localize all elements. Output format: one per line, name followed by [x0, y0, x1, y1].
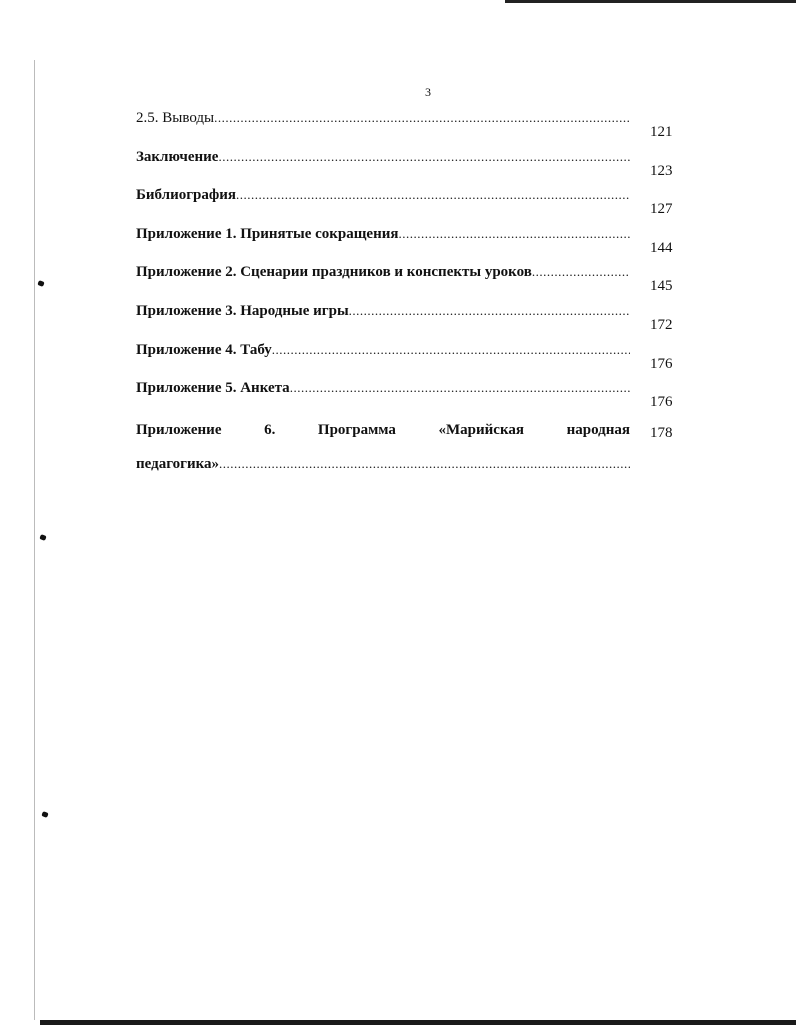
leader-dots	[236, 185, 630, 205]
toc-entry	[136, 224, 696, 263]
toc-entry-title: Библиография	[136, 187, 237, 204]
toc-entry	[136, 301, 696, 340]
toc-entry	[136, 262, 696, 301]
toc-entry-page: 176	[650, 355, 673, 372]
toc-entry	[136, 340, 696, 379]
toc-entry-title-line	[136, 417, 630, 440]
leader-dots	[349, 301, 630, 321]
toc-entry	[136, 147, 696, 186]
leader-dots	[290, 378, 630, 398]
toc-word: народная	[566, 421, 630, 438]
leader-dots	[272, 340, 630, 360]
scan-speck	[37, 280, 44, 287]
toc-entry-title: Приложение 2. Сценарии праздников и конспекты уроков	[136, 264, 532, 281]
leader-dots	[399, 224, 631, 244]
toc-entry-title: Приложение 3. Народные игры	[136, 302, 349, 319]
toc-entry-page: 176	[650, 394, 673, 411]
toc-entry-title: 2.5. Выводы	[136, 110, 215, 126]
toc-entry-page: 123	[650, 162, 673, 179]
toc-entry-title: Приложение 5. Анкета	[136, 380, 290, 397]
toc-entry-page: 121	[650, 124, 673, 140]
scan-speck	[41, 811, 48, 818]
toc-entry-title: Приложение 4. Табу	[136, 341, 272, 358]
toc-entry-continuation: педагогика»	[136, 455, 219, 472]
toc-entry-page: 127	[650, 201, 673, 218]
toc-entry-page: 144	[650, 239, 673, 256]
toc-word: «Марийская	[438, 421, 524, 438]
toc-word: Приложение	[136, 421, 222, 438]
toc-entry	[136, 378, 696, 417]
toc-entry	[136, 108, 696, 147]
toc-entry	[136, 185, 696, 224]
leader-dots	[218, 147, 630, 167]
toc-entry-title: Заключение	[136, 148, 219, 165]
leader-dots	[532, 262, 630, 282]
toc-word: 6.	[264, 421, 276, 438]
toc-entry-page: 172	[650, 316, 673, 333]
scan-edge-top	[505, 0, 796, 3]
scan-speck	[39, 534, 46, 541]
toc-entry-page: 178	[650, 424, 673, 441]
scan-edge-left	[34, 60, 35, 1020]
leader-dots	[219, 454, 630, 474]
leader-dots	[214, 108, 630, 128]
scan-edge-bottom	[40, 1020, 796, 1025]
page-number: 3	[425, 85, 431, 99]
toc-entry	[136, 417, 696, 477]
toc-entry-title: Приложение 1. Принятые сокращения	[136, 225, 399, 242]
toc-word: Программа	[317, 421, 396, 438]
table-of-contents	[136, 108, 696, 477]
toc-entry-page: 145	[650, 278, 673, 295]
